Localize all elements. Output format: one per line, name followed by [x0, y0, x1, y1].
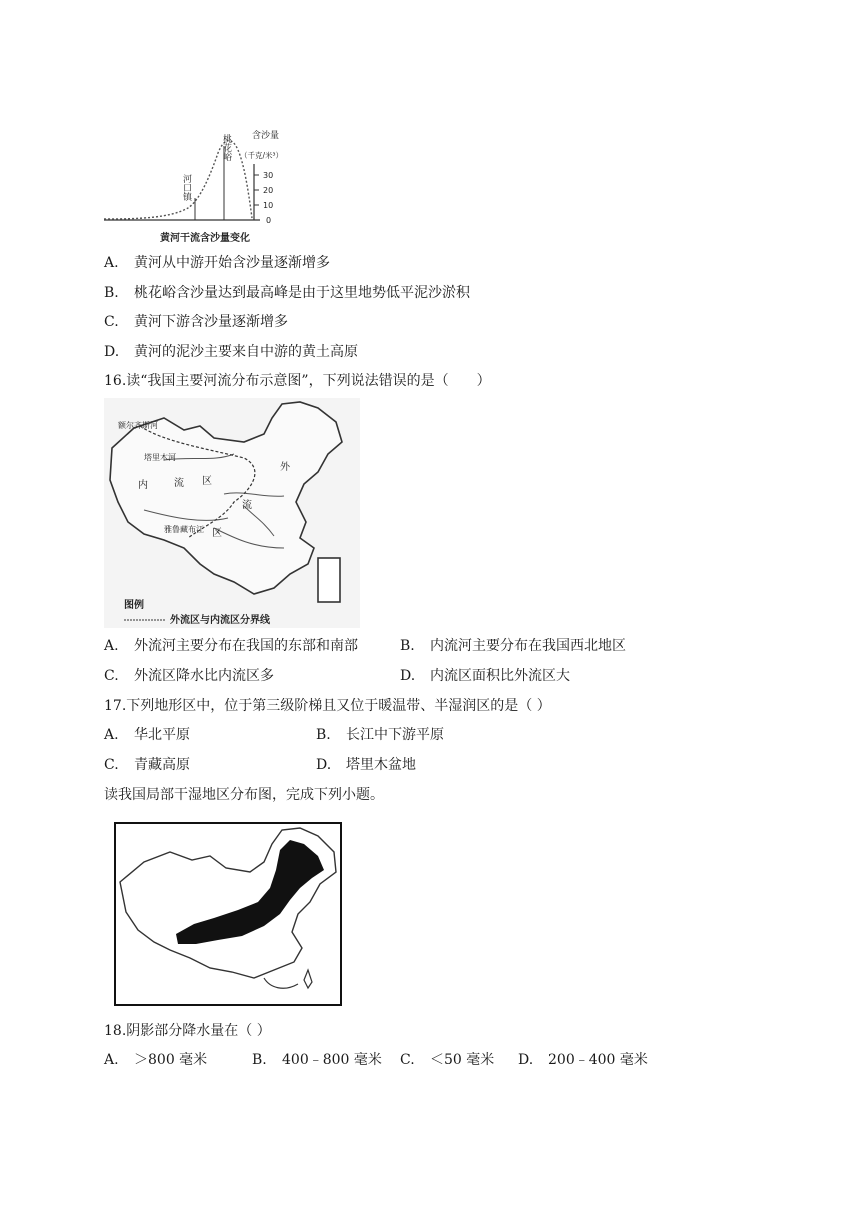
q16-option-d[interactable]: D. 内流区面积比外流区大: [400, 668, 570, 684]
zone-qu-1: 区: [202, 476, 212, 487]
label-hekou: 河口镇: [181, 174, 191, 201]
q16-option-a[interactable]: A. 外流河主要分布在我国的东部和南部: [104, 638, 358, 654]
tick-30: 30: [263, 171, 274, 180]
river-map-figure: [104, 398, 360, 628]
river-talimu: 塔里木河: [144, 453, 176, 462]
q17-option-c[interactable]: C. 青藏高原: [104, 757, 190, 773]
q17-stem: 17.下列地形区中，位于第三级阶梯且又位于暖温带、半湿润区的是（ ）: [104, 698, 551, 714]
q15-option-b[interactable]: B. 桃花峪含沙量达到最高峰是由于这里地势低平泥沙淤积: [104, 285, 470, 301]
zone-qu-2: 区: [212, 528, 222, 539]
sediment-chart-figure: [100, 128, 290, 248]
river-erqisi: 额尔齐斯河: [118, 421, 158, 430]
tick-10: 10: [263, 201, 274, 210]
q18-intro: 读我国局部干湿地区分布图，完成下列小题。: [104, 787, 384, 803]
q16-stem: 16.读“我国主要河流分布示意图”，下列说法错误的是（ ）: [104, 373, 491, 389]
q15-option-a[interactable]: A. 黄河从中游开始含沙量逐渐增多: [104, 255, 330, 271]
legend-title: 图例: [124, 600, 144, 611]
q16-option-b[interactable]: B. 内流河主要分布在我国西北地区: [400, 638, 626, 654]
q18-option-a[interactable]: A. ＞800 毫米: [104, 1052, 208, 1068]
q18-stem: 18.阴影部分降水量在（ ）: [104, 1023, 271, 1039]
chart-caption: 黄河干流含沙量变化: [160, 233, 250, 244]
label-taohua: 桃花峪: [221, 134, 231, 161]
q17-option-a[interactable]: A. 华北平原: [104, 727, 190, 743]
zone-liu-2: 流: [242, 500, 252, 511]
legend-text: 外流区与内流区分界线: [170, 615, 270, 626]
q15-option-c[interactable]: C. 黄河下游含沙量逐渐增多: [104, 314, 288, 330]
river-yalu: 雅鲁藏布江: [164, 525, 204, 534]
dry-wet-map-figure: [114, 822, 342, 1006]
unit-title: 含沙量: [252, 131, 280, 141]
q17-option-b[interactable]: B. 长江中下游平原: [316, 727, 444, 743]
q15-option-d[interactable]: D. 黄河的泥沙主要来自中游的黄土高原: [104, 344, 358, 360]
q17-option-d[interactable]: D. 塔里木盆地: [316, 757, 416, 773]
q18-option-c[interactable]: C. ＜50 毫米: [400, 1052, 495, 1068]
q18-option-b[interactable]: B. 400﹣800 毫米: [252, 1052, 382, 1068]
zone-wai: 外: [280, 462, 290, 473]
zone-liu-1: 流: [174, 478, 184, 489]
tick-0: 0: [266, 216, 272, 225]
tick-20: 20: [263, 186, 274, 195]
zone-nei: 内: [138, 480, 148, 491]
unit-label: （千克/米³）: [240, 151, 284, 160]
q16-option-c[interactable]: C. 外流区降水比内流区多: [104, 668, 274, 684]
q18-option-d[interactable]: D. 200﹣400 毫米: [518, 1052, 648, 1068]
